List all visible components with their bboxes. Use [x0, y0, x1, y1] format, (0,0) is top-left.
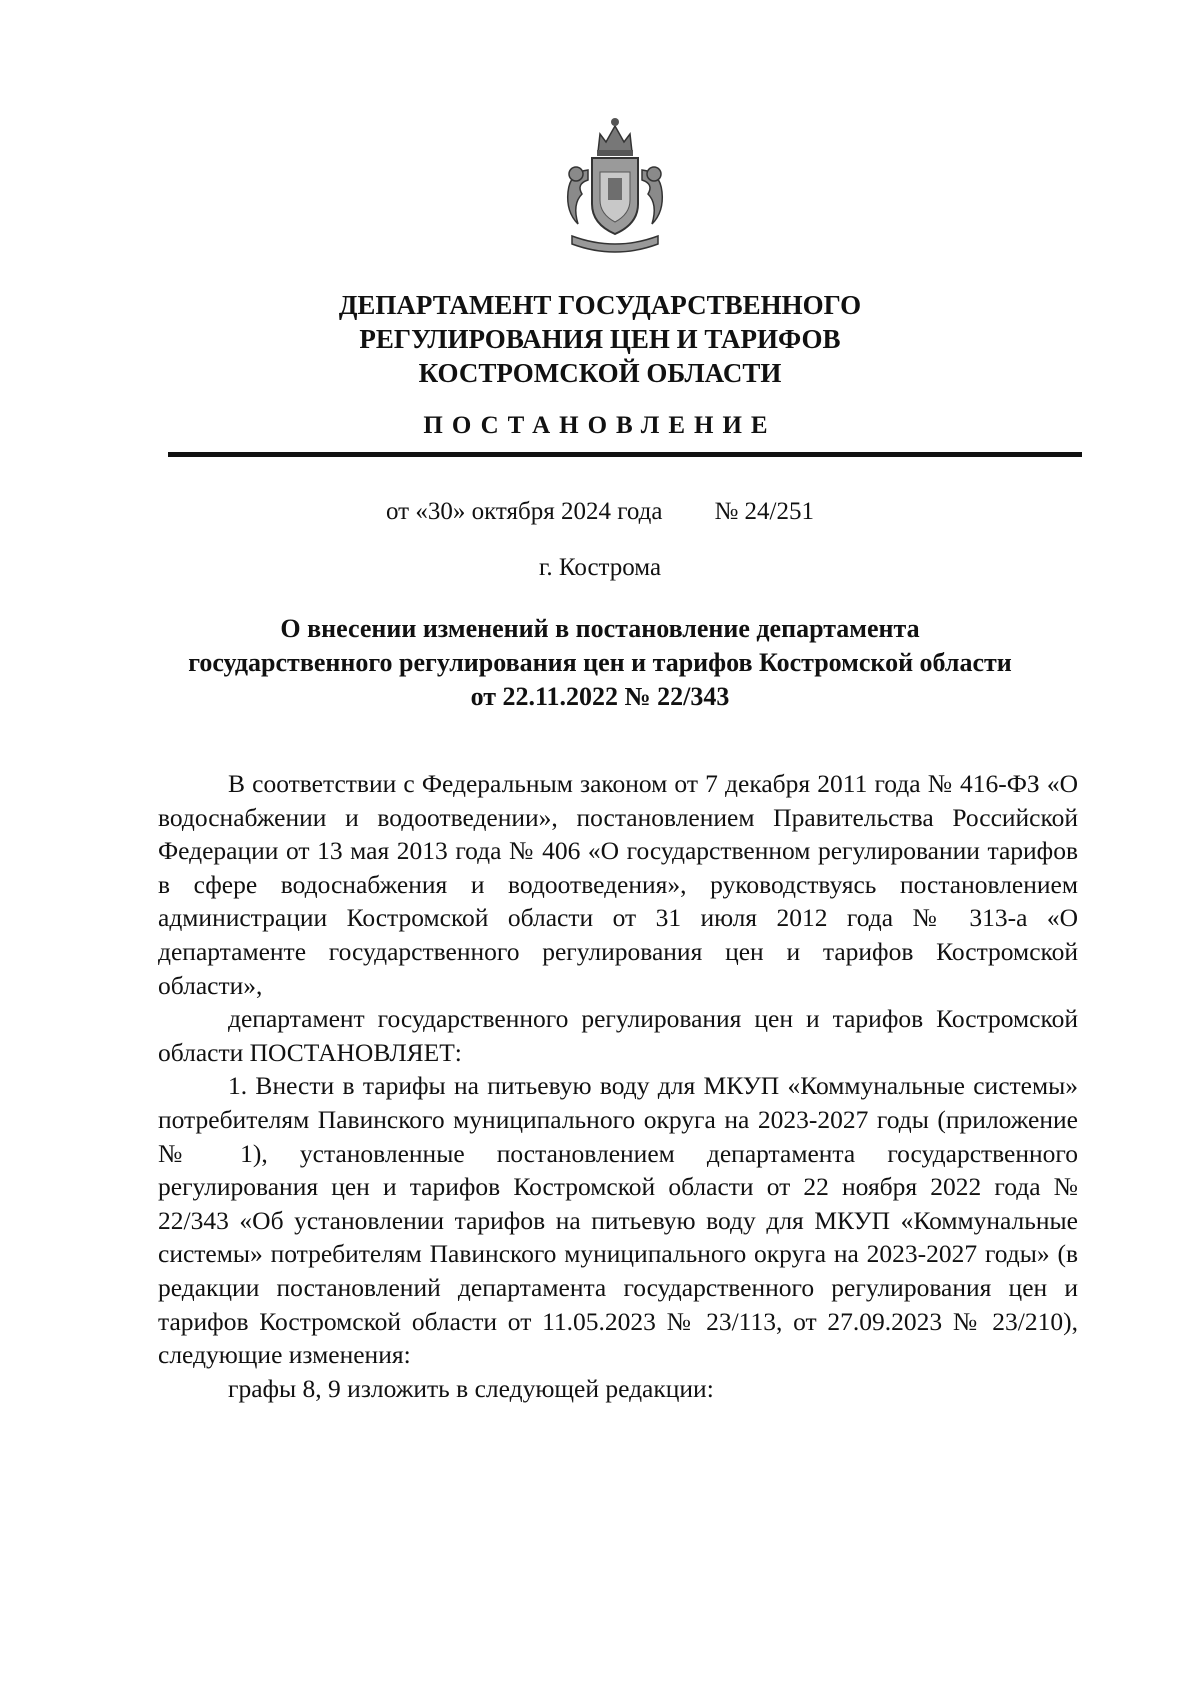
coat-of-arms-icon: [548, 112, 682, 264]
header-divider: [168, 452, 1082, 457]
department-name-line3: КОСТРОМСКОЙ ОБЛАСТИ: [418, 358, 782, 388]
body-paragraph-item-1: 1. Внести в тарифы на питьевую воду для МКУП «Коммунальные системы» потребителям Павинского муниципального округа на 2023-2027 годы (приложение № 1), установленные постановлением департамента государственного регулирования цен и тарифов Костромской области от 22 ноября 2022 года № 22/343 «Об установлении тарифов на питьевую воду для МКУП «Коммунальные системы» потребителям Павинского муниципального округа на 2023-2027 годы» (в редакции постановлений департамента государственного регулирования цен и тарифов Костромской области от 11.05.2023 № 23/113, от 27.09.2023 № 23/210), следующие изменения:: [158, 1071, 1078, 1370]
department-name: [0, 288, 1200, 390]
body-paragraph-resolves: департамент государственного регулирования цен и тарифов Костромской области ПОСТАНОВЛЯЕТ:: [158, 1004, 1078, 1067]
date-number-line: [0, 497, 1200, 527]
body-paragraph-legal-basis: В соответствии с Федеральным законом от 7 декабря 2011 года № 416-ФЗ «О водоснабжении и водоотведении», постановлением Правительства Российской Федерации от 13 мая 2013 года № 406 «О государственном регулировании тарифов в сфере водоснабжения и водоотведения», руководствуясь постановлением администрации Костромской области от 31 июля 2012 года № 313-а «О департаменте государственного регулирования цен и тарифов Костромской области»,: [158, 769, 1078, 1000]
subject-line1: О внесении изменений в постановление департамента: [280, 614, 920, 643]
document-date: от «30» октября 2024 года: [385, 498, 663, 525]
document-body: [158, 767, 1078, 1405]
department-name-line2: РЕГУЛИРОВАНИЯ ЦЕН И ТАРИФОВ: [359, 324, 841, 354]
body-paragraph-columns: графы 8, 9 изложить в следующей редакции:: [228, 1373, 714, 1403]
document-type: ПОСТАНОВЛЕНИЕ: [423, 412, 777, 439]
subject-line3: от 22.11.2022 № 22/343: [470, 682, 730, 711]
document-number: № 24/251: [714, 498, 814, 525]
document-city: г. Кострома: [538, 554, 662, 581]
department-name-line1: ДЕПАРТАМЕНТ ГОСУДАРСТВЕННОГО: [338, 290, 862, 320]
document-subject: [0, 612, 1200, 714]
subject-line2: государственного регулирования цен и тарифов Костромской области: [188, 648, 1012, 677]
